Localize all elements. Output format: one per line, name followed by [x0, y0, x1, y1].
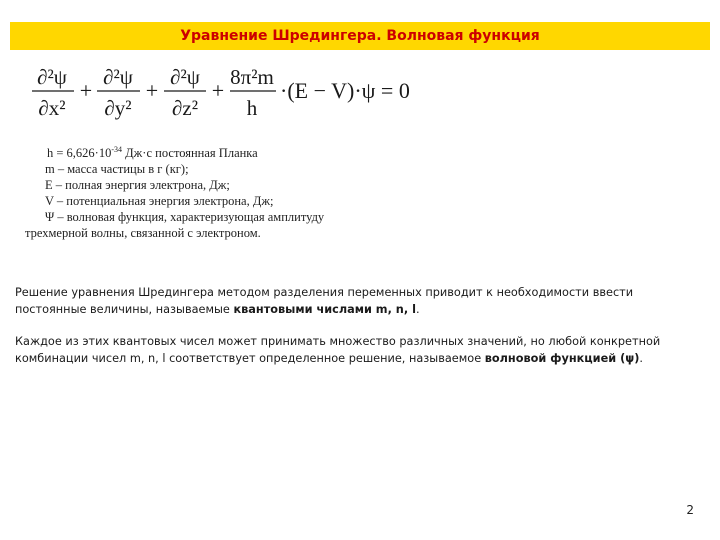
eq-denominator-2: ∂y²: [104, 96, 132, 120]
eq-numerator-3: ∂²ψ: [170, 65, 200, 89]
variable-definitions: [25, 142, 385, 241]
eq-numerator-2: ∂²ψ: [103, 65, 133, 89]
slide-title: Уравнение Шредингера. Волновая функция: [180, 28, 540, 44]
eq-denominator-1: ∂x²: [38, 96, 66, 120]
paragraph-quantum-numbers: Решение уравнения Шредингера методом разделения переменных приводит к необходимости ввести постоянные величины, называемые квантовыми числами m, n, l.: [15, 286, 634, 316]
eq-coef-denominator: h: [246, 96, 258, 120]
def-wave-function: Ψ – волновая функция, характеризующая амплитуду: [45, 210, 325, 225]
wave-function-term: волновой функцией (ψ): [484, 352, 640, 365]
def-total-energy: E – полная энергия электрона, Дж;: [45, 178, 230, 193]
eq-plus-3: +: [211, 78, 225, 103]
eq-denominator-3: ∂z²: [172, 96, 198, 120]
eq-coef-numerator: 8π²m: [230, 65, 274, 89]
eq-numerator-1: ∂²ψ: [37, 65, 67, 89]
planck-constant-line: $h = 6,626\cdot 10^{-34}$ Дж·с постоянная Планка: [47, 145, 258, 161]
def-potential-energy: V – потенциальная энергия электрона, Дж;: [45, 194, 274, 209]
eq-plus-1: +: [79, 78, 93, 103]
schrodinger-equation: [30, 62, 450, 124]
eq-plus-2: +: [145, 78, 159, 103]
def-mass: m – масса частицы в г (кг);: [45, 162, 189, 177]
paragraph-wave-function: Каждое из этих квантовых чисел может принимать множество различных значений, но любой конкретной комбинации чисел m, n, l соответствует определенное решение, называемое волновой функцией (ψ).: [15, 335, 661, 365]
quantum-numbers-term: квантовыми числами m, n, l: [233, 303, 416, 316]
def-wave-function-cont: трехмерной волны, связанной с электроном.: [25, 226, 261, 241]
eq-tail: ·(E − V)·ψ = 0: [280, 78, 410, 103]
page-number: 2: [686, 503, 694, 517]
